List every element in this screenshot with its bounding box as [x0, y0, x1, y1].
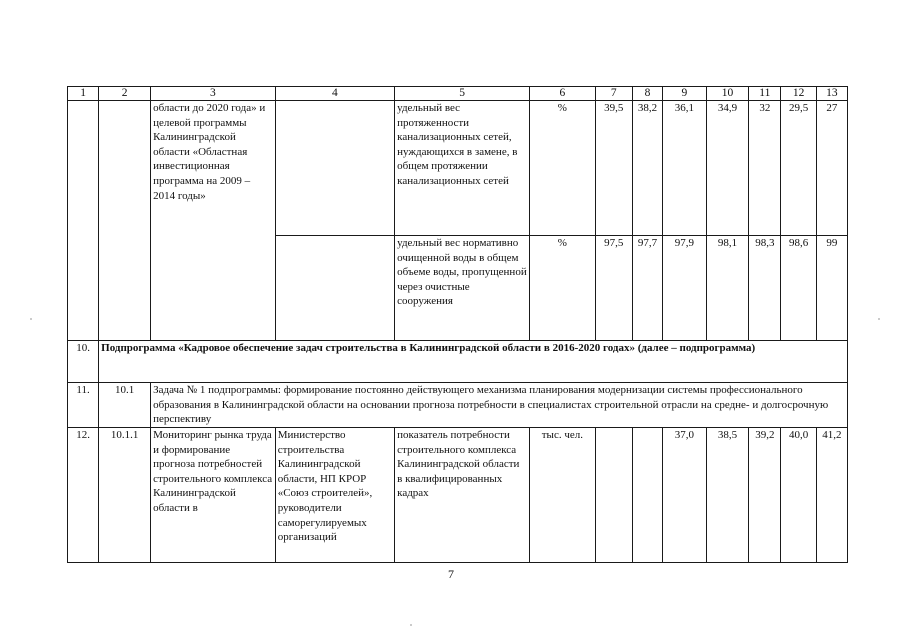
row-number-cell: 10. — [68, 341, 99, 383]
table-row — [68, 101, 848, 236]
value-cell: 29,5 — [781, 101, 816, 236]
cell-empty — [68, 101, 99, 341]
program-name-cell: области до 2020 года» и целевой программы Калининградской области «Областная инвестиционная программа на 2009 – 2014 годы» — [151, 101, 276, 341]
col-number: 4 — [275, 87, 394, 101]
page-number: 7 — [448, 567, 454, 581]
unit-cell: % — [530, 236, 595, 341]
row-number-cell: 11. — [68, 383, 99, 428]
value-cell: 38,2 — [632, 101, 662, 236]
value-cell: 97,9 — [663, 236, 707, 341]
scan-speck — [410, 624, 412, 626]
table-row — [68, 428, 848, 563]
code-cell: 10.1.1 — [99, 428, 151, 563]
value-cell: 39,5 — [595, 101, 632, 236]
value-cell: 98,3 — [749, 236, 781, 341]
col-number: 12 — [781, 87, 816, 101]
table-row — [68, 341, 848, 383]
row-number-cell: 12. — [68, 428, 99, 563]
value-cell — [632, 428, 662, 563]
measure-name-cell: Мониторинг рынка труда и формирование прогноза потребностей строительного комплекса Калининградской области в — [151, 428, 276, 563]
scan-speck — [878, 318, 880, 320]
column-number-row — [68, 87, 848, 101]
col-number: 1 — [68, 87, 99, 101]
col-number: 3 — [151, 87, 276, 101]
value-cell: 32 — [749, 101, 781, 236]
col-number: 2 — [99, 87, 151, 101]
value-cell: 38,5 — [706, 428, 749, 563]
unit-cell: тыс. чел. — [530, 428, 595, 563]
indicator-cell: показатель потребности строительного комплекса Калининградской области в квалифицированных кадрах — [395, 428, 530, 563]
col-number: 5 — [395, 87, 530, 101]
value-cell: 97,7 — [632, 236, 662, 341]
task-description-cell: Задача № 1 подпрограммы: формирование постоянно действующего механизма планирования модернизации системы профессионального образования в Калининградской области на основании прогноза потребности в специалистах строительной отрасли на средне- и долгосрочную перспективу — [151, 383, 848, 428]
cell-empty — [275, 101, 394, 236]
value-cell: 37,0 — [663, 428, 707, 563]
value-cell: 40,0 — [781, 428, 816, 563]
value-cell: 27 — [816, 101, 847, 236]
executor-cell: Министерство строительства Калининградской области, НП КРОР «Союз строителей», руководители саморегулируемых организаций — [275, 428, 394, 563]
value-cell: 41,2 — [816, 428, 847, 563]
col-number: 13 — [816, 87, 847, 101]
cell-empty — [275, 236, 394, 341]
value-cell: 34,9 — [706, 101, 749, 236]
indicator-cell: удельный вес протяженности канализационных сетей, нуждающихся в замене, в общем протяжении канализационных сетей — [395, 101, 530, 236]
unit-cell: % — [530, 101, 595, 236]
value-cell: 98,1 — [706, 236, 749, 341]
value-cell: 97,5 — [595, 236, 632, 341]
col-number: 8 — [632, 87, 662, 101]
col-number: 10 — [706, 87, 749, 101]
data-table — [67, 86, 848, 563]
value-cell — [595, 428, 632, 563]
value-cell: 36,1 — [663, 101, 707, 236]
col-number: 9 — [663, 87, 707, 101]
col-number: 11 — [749, 87, 781, 101]
subprogram-title-cell: Подпрограмма «Кадровое обеспечение задач строительства в Калининградской области в 2016-2020 годах» (далее – подпрограмма) — [99, 341, 848, 383]
code-cell: 10.1 — [99, 383, 151, 428]
table-row — [68, 383, 848, 428]
col-number: 6 — [530, 87, 595, 101]
value-cell: 98,6 — [781, 236, 816, 341]
cell-empty — [99, 101, 151, 341]
value-cell: 39,2 — [749, 428, 781, 563]
col-number: 7 — [595, 87, 632, 101]
value-cell: 99 — [816, 236, 847, 341]
indicator-cell: удельный вес нормативно очищенной воды в общем объеме воды, пропущенной через очистные сооружения — [395, 236, 530, 341]
scan-speck — [30, 318, 32, 320]
